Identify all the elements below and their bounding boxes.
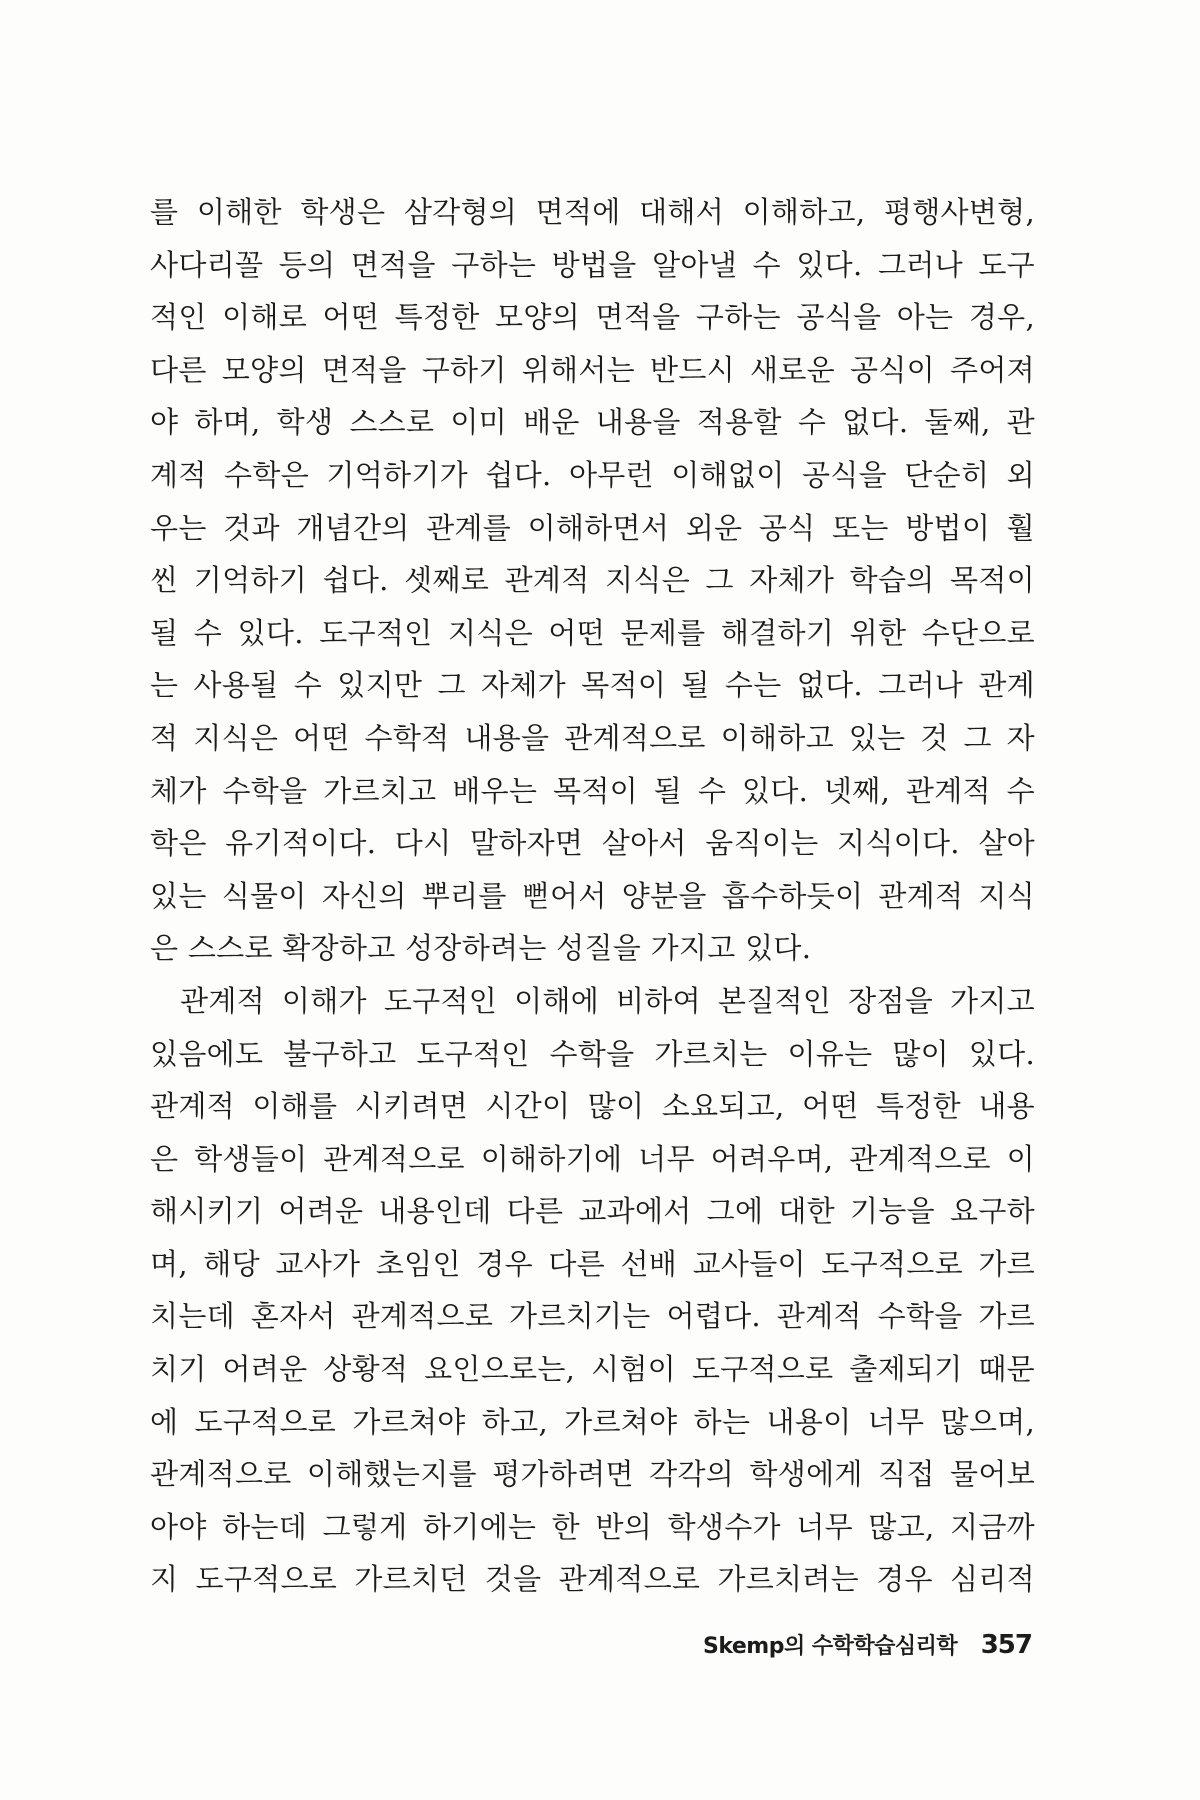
text-line: 는 사용될 수 있지만 그 자체가 목적이 될 수는 없다. 그러나 관계	[150, 668, 1035, 703]
text-line: 은 스스로 확장하고 성장하려는 성질을 가지고 있다.	[150, 931, 812, 966]
text-line: 학은 유기적이다. 다시 말하자면 살아서 움직이는 지식이다. 살아	[150, 826, 1035, 861]
paragraph-1	[150, 186, 1035, 975]
body-text	[150, 186, 1035, 1606]
running-head: Skemp의 수학학습심리학	[702, 1634, 958, 1659]
text-line: 해시키기 어려운 내용인데 다른 교과에서 그에 대한 기능을 요구하	[150, 1194, 1035, 1229]
text-line: 씬 기억하기 쉽다. 셋째로 관계적 지식은 그 자체가 학습의 목적이	[150, 563, 1035, 598]
text-line: 관계적 이해를 시키려면 시간이 많이 소요되고, 어떤 특정한 내용	[150, 1089, 1035, 1124]
text-line: 사다리꼴 등의 면적을 구하는 방법을 알아낼 수 있다. 그러나 도구	[150, 247, 1035, 282]
text-line: 적인 이해로 어떤 특정한 모양의 면적을 구하는 공식을 아는 경우,	[150, 300, 1035, 335]
page-number: 357	[980, 1630, 1032, 1660]
text-line: 적 지식은 어떤 수학적 내용을 관계적으로 이해하고 있는 것 그 자	[150, 720, 1035, 755]
text-line: 계적 수학은 기억하기가 쉽다. 아무런 이해없이 공식을 단순히 외	[150, 457, 1035, 492]
text-line: 지 도구적으로 가르치던 것을 관계적으로 가르치려는 경우 심리적	[150, 1562, 1035, 1597]
text-line: 있는 식물이 자신의 뿌리를 뻗어서 양분을 흡수하듯이 관계적 지식	[150, 878, 1035, 913]
text-line: 은 학생들이 관계적으로 이해하기에 너무 어려우며, 관계적으로 이	[150, 1141, 1035, 1176]
text-line: 우는 것과 개념간의 관계를 이해하면서 외운 공식 또는 방법이 훨	[150, 510, 1035, 545]
text-line: 아야 하는데 그렇게 하기에는 한 반의 학생수가 너무 많고, 지금까	[150, 1509, 1035, 1544]
text-line: 치기 어려운 상황적 요인으로는, 시험이 도구적으로 출제되기 때문	[150, 1352, 1035, 1387]
text-line: 야 하며, 학생 스스로 이미 배운 내용을 적용할 수 없다. 둘째, 관	[150, 405, 1035, 440]
text-line: 체가 수학을 가르치고 배우는 목적이 될 수 있다. 넷째, 관계적 수	[150, 773, 1035, 808]
text-line: 될 수 있다. 도구적인 지식은 어떤 문제를 해결하기 위한 수단으로	[150, 615, 1035, 650]
text-line: 관계적으로 이해했는지를 평가하려면 각각의 학생에게 직접 물어보	[150, 1457, 1035, 1492]
paragraph-2	[150, 975, 1035, 1606]
text-line: 있음에도 불구하고 도구적인 수학을 가르치는 이유는 많이 있다.	[150, 1036, 1035, 1071]
text-line: 에 도구적으로 가르쳐야 하고, 가르쳐야 하는 내용이 너무 많으며,	[150, 1404, 1035, 1439]
text-line: 다른 모양의 면적을 구하기 위해서는 반드시 새로운 공식이 주어져	[150, 352, 1035, 387]
text-line: 를 이해한 학생은 삼각형의 면적에 대해서 이해하고, 평행사변형,	[150, 195, 1035, 229]
text-line: 며, 해당 교사가 초임인 경우 다른 선배 교사들이 도구적으로 가르	[150, 1246, 1035, 1281]
text-line: 치는데 혼자서 관계적으로 가르치기는 어렵다. 관계적 수학을 가르	[150, 1299, 1035, 1334]
page-footer	[703, 1625, 1032, 1665]
text-line: 관계적 이해가 도구적인 이해에 비하여 본질적인 장점을 가지고	[180, 983, 1035, 1018]
